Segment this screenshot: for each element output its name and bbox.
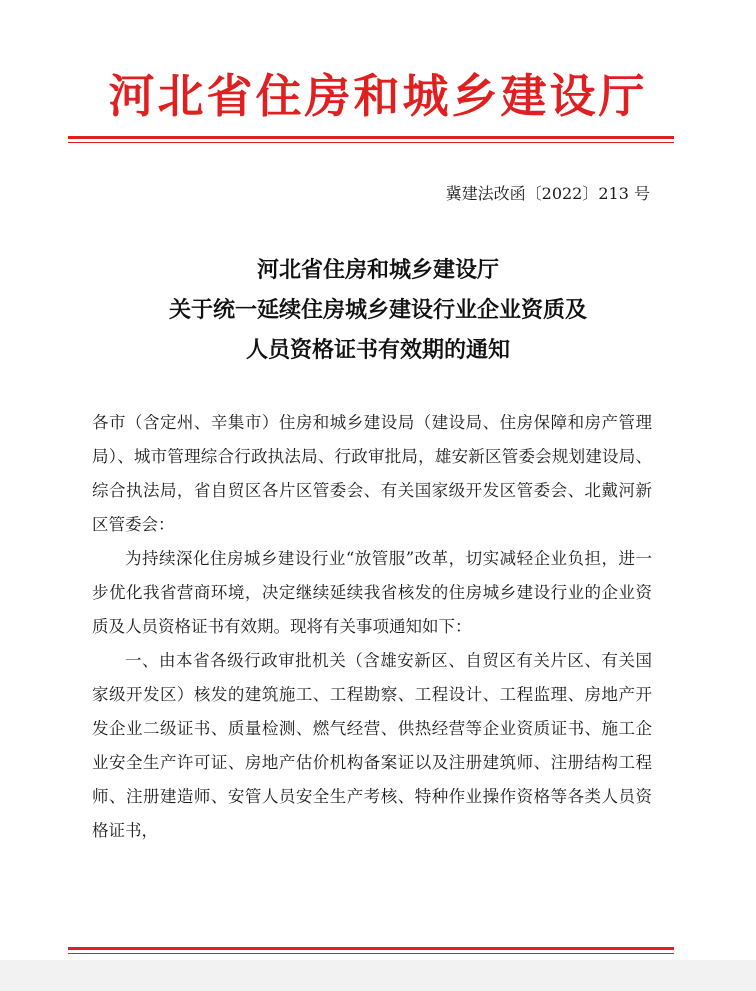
issuing-authority-header: 河北省住房和城乡建设厅 xyxy=(108,69,648,123)
document-title xyxy=(0,250,756,370)
document-title-line: 关于统一延续住房城乡建设行业企业资质及 xyxy=(168,297,587,323)
document-number: 冀建法改函〔2022〕213 号 xyxy=(445,184,650,203)
document-title-line: 河北省住房和城乡建设厅 xyxy=(256,257,499,283)
viewer-bottom-margin xyxy=(0,960,756,991)
header-divider-thick xyxy=(68,136,674,139)
footer-divider-thin xyxy=(68,953,674,954)
body-paragraph: 为持续深化住房城乡建设行业“放管服”改革，切实减轻企业负担，进一步优化我省营商环境，决定继续延续我省核发的住房城乡建设行业的企业资质及人员资格证书有效期。现将有关事项通知如下： xyxy=(92,549,652,636)
document-body xyxy=(92,406,652,848)
recipients-paragraph: 各市（含定州、辛集市）住房和城乡建设局（建设局、住房保障和房产管理局）、城市管理综合行政执法局、行政审批局，雄安新区管委会规划建设局、综合执法局，省自贸区各片区管委会、有关国家级开发区管委会、北戴河新区管委会： xyxy=(92,413,652,534)
header-divider-thin xyxy=(68,142,674,143)
document-title-line: 人员资格证书有效期的通知 xyxy=(245,337,510,363)
body-paragraph: 一、由本省各级行政审批机关（含雄安新区、自贸区有关片区、有关国家级开发区）核发的建筑施工、工程勘察、工程设计、工程监理、房地产开发企业二级证书、质量检测、燃气经营、供热经营等企业资质证书、施工企业安全生产许可证、房地产估价机构备案证以及注册建筑师、注册结构工程师、注册建造师、安管人员安全生产考核、特种作业操作资格等各类人员资格证书， xyxy=(92,651,652,840)
footer-divider-thick xyxy=(68,947,674,950)
